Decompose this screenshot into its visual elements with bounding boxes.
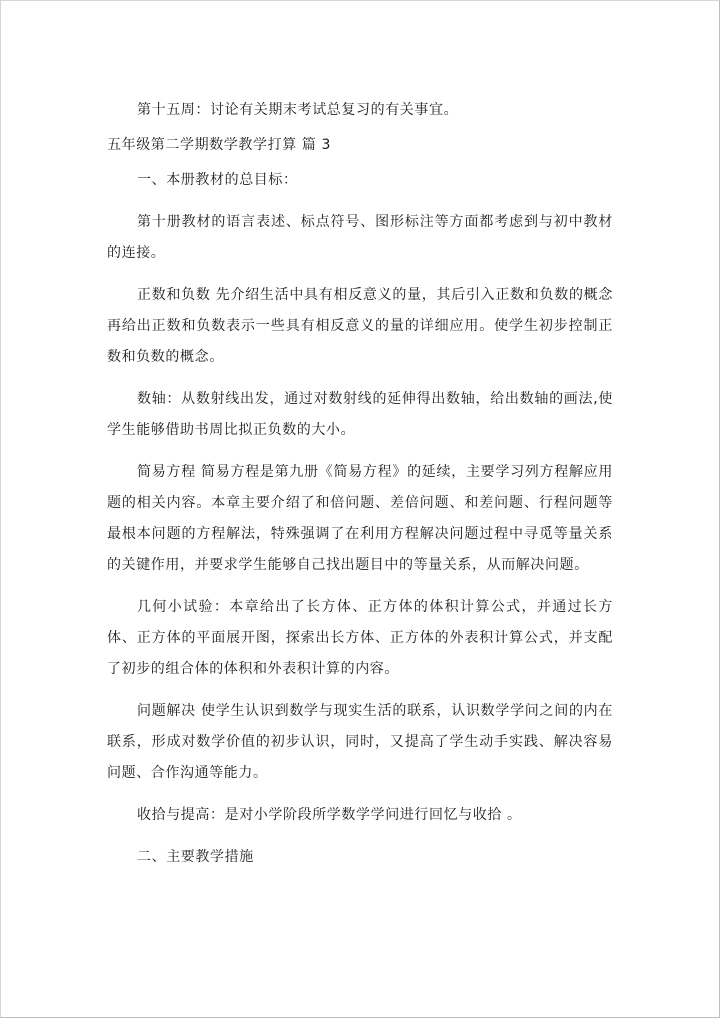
- document-body: [107, 95, 613, 873]
- section-title: 五年级第二学期数学教学打算 篇 3: [107, 137, 332, 153]
- paragraph-positive-negative: 正数和负数 先介绍生活中具有相反意义的量，其后引入正数和负数的概念再给出正数和负数表示一些具有相反意义的量的详细应用。使学生初步控制正数和负数的概念。: [107, 287, 613, 365]
- heading-teaching-measures: 二、主要教学措施: [137, 849, 254, 865]
- paragraph-number-line: 数轴：从数射线出发，通过对数射线的延伸得出数轴，给出数轴的画法,使学生能够借助书周比拟正负数的大小。: [107, 391, 613, 438]
- paragraph-textbook: 第十册教材的语言表述、标点符号、图形标注等方面都考虑到与初中教材的连接。: [107, 214, 613, 261]
- paragraph-week-fifteen: 第十五周：讨论有关期末考试总复习的有关事宜。: [137, 102, 459, 118]
- paragraph-review: 收拾与提高：是对小学阶段所学数学学问进行回忆与收拾 。: [137, 807, 522, 823]
- paragraph-geometry: 几何小试验：本章给出了长方体、正方体的体积计算公式，并通过长方体、正方体的平面展开图，探索出长方体、正方体的外表积计算公式，并支配了初步的组合体的体积和外表积计算的内容。: [107, 599, 613, 677]
- heading-total-goal: 一、本册教材的总目标：: [137, 172, 298, 188]
- paragraph-simple-equation: 简易方程 简易方程是第九册《简易方程》的延续，主要学习列方程解应用题的相关内容。本章主要介绍了和倍问题、差倍问题、和差问题、行程问题等最根本问题的方程解法，特殊强调了在利用方程解决问题过程中寻觅等量关系的关键作用，并要求学生能够自己找出题目中的等量关系，从而解决问题。: [107, 464, 613, 573]
- paragraph-problem-solving: 问题解决 使学生认识到数学与现实生活的联系，认识数学学问之间的内在联系，形成对数学价值的初步认识，同时，又提高了学生动手实践、解决容易问题、合作沟通等能力。: [107, 703, 613, 781]
